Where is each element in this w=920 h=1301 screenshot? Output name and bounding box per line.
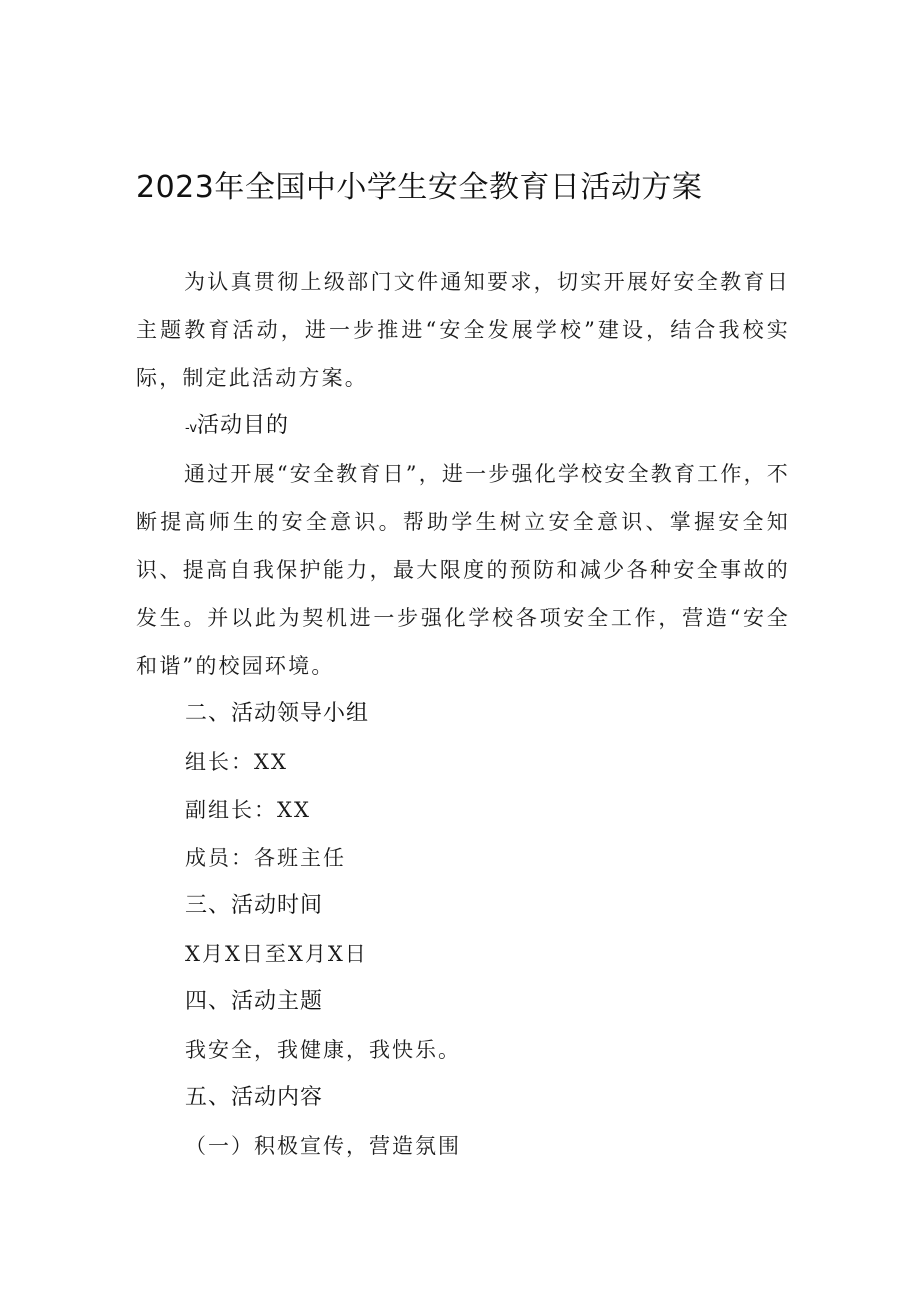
leader-line: 组长：XX [185, 750, 288, 774]
section-heading-theme: 四、活动主题 [185, 989, 324, 1014]
section-heading-purpose-label: 活动目的 [197, 413, 290, 438]
purpose-paragraph: 通过开展“安全教育日”，进一步强化学校安全教育工作，不断提高师生的安全意识。帮助学生树立安全意识、掌握安全知识、提高自我保护能力，最大限度的预防和减少各种安全事故的发生。并以此为契机进一步强化学校各项安全工作，营造“安全和谐”的校园环境。 [136, 462, 790, 678]
theme-line: 我安全，我健康，我快乐。 [185, 1038, 461, 1062]
section-heading-leadership: 二、活动领导小组 [185, 701, 370, 726]
section-heading-purpose [185, 402, 289, 453]
section-heading-time: 三、活动时间 [185, 893, 324, 918]
section-marker: -v [185, 421, 198, 436]
time-line: X月X日至X月X日 [185, 942, 368, 966]
members-line: 成员：各班主任 [185, 846, 346, 870]
intro-paragraph: 为认真贯彻上级部门文件通知要求，切实开展好安全教育日主题教育活动，进一步推进“安全发展学校”建设，结合我校实际，制定此活动方案。 [136, 270, 790, 390]
page-title: 2023年全国中小学生安全教育日活动方案 [136, 170, 703, 205]
section-heading-content: 五、活动内容 [185, 1085, 324, 1110]
content-item-1: （一）积极宣传，营造氛围 [185, 1134, 461, 1158]
deputy-leader-line: 副组长：XX [185, 798, 311, 822]
